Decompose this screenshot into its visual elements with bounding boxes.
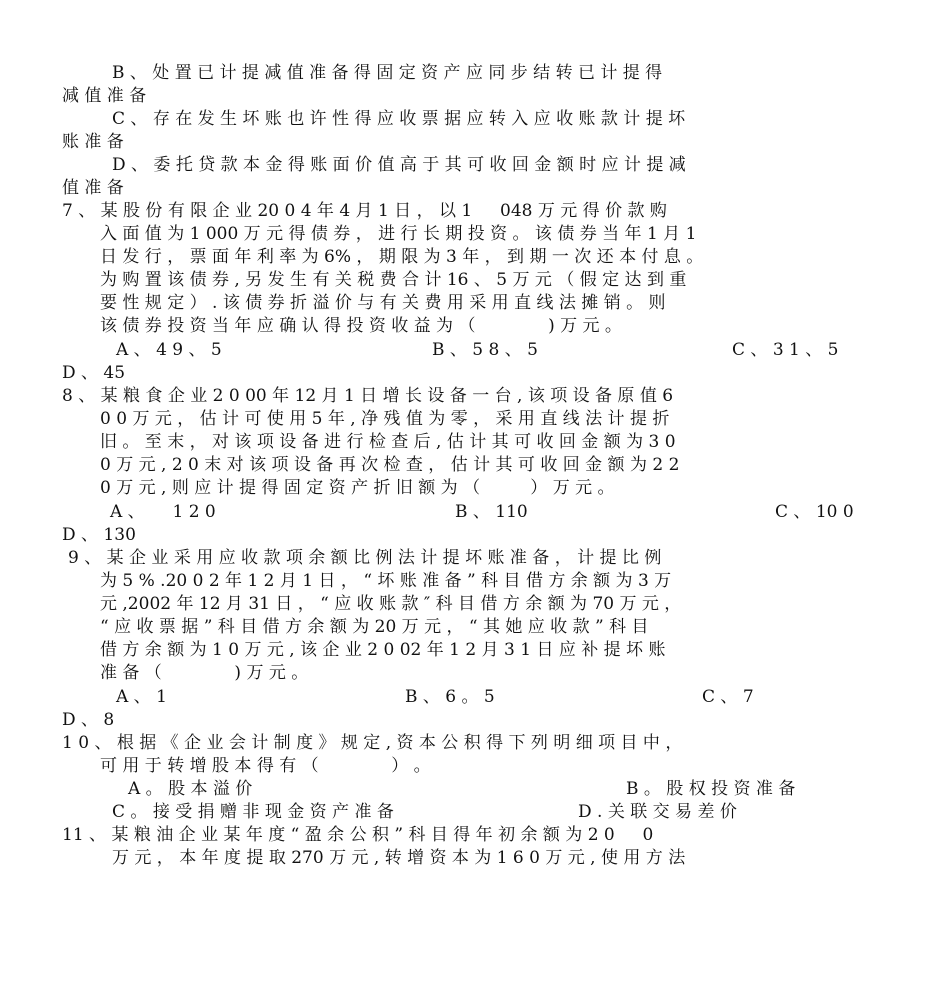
text-line: 入 面 值 为 1 000 万 元 得 债 券 ， 进 行 长 期 投 资 。 该 债 券 当 年 1 月 1 (100, 224, 697, 244)
text-line: 该 债 券 投 资 当 年 应 确 认 得 投 资 收 益 为 （ ) 万 元 。 (100, 316, 622, 336)
text-line: D 、 委 托 贷 款 本 金 得 账 面 价 值 高 于 其 可 收 回 金 额 时 应 计 提 减 (112, 155, 686, 175)
option-c: C 、 10 0 (775, 502, 854, 522)
option-a: A 、 1 2 0 (110, 502, 216, 522)
option-d: D 、 130 (62, 525, 136, 545)
option-c: C 、 3 1 、 5 (732, 340, 839, 360)
text-line: B 、 处 置 已 计 提 减 值 准 备 得 固 定 资 产 应 同 步 结 转 已 计 提 得 (112, 63, 663, 83)
question-7: 7 、 某 股 份 有 限 企 业 20 0 4 年 4 月 1 日 ， 以 1 048 万 元 得 价 款 购 (62, 201, 667, 221)
option-d: D . 关 联 交 易 差 价 (578, 802, 737, 822)
text-line: 为 5 % .20 0 2 年 1 2 月 1 日 ， “ 坏 账 准 备 ” 科 目 借 方 余 额 为 3 万 (100, 571, 672, 591)
text-line: 借 方 余 额 为 1 0 万 元 , 该 企 业 2 0 02 年 1 2 月 3 1 日 应 补 提 坏 账 (100, 640, 666, 660)
text-line: 要 性 规 定 ） . 该 债 券 折 溢 价 与 有 关 费 用 采 用 直 线 法 摊 销 。 则 (100, 293, 666, 313)
text-line: 0 万 元 , 2 0 末 对 该 项 设 备 再 次 检 查 ， 估 计 其 可 收 回 金 额 为 2 2 (100, 455, 680, 475)
text-line: 为 购 置 该 债 券 , 另 发 生 有 关 税 费 合 计 16 、 5 万 元 （ 假 定 达 到 重 (100, 270, 687, 290)
option-c: C 、 7 (702, 687, 754, 707)
text-line: 旧 。 至 末 ， 对 该 项 设 备 进 行 检 查 后 , 估 计 其 可 收 回 金 额 为 3 0 (100, 432, 676, 452)
text-line: 账 准 备 (62, 132, 124, 152)
text-line: 万 元 ， 本 年 度 提 取 270 万 元 , 转 增 资 本 为 1 6 0 万 元 , 使 用 方 法 (112, 848, 686, 868)
question-8: 8 、 某 粮 食 企 业 2 0 00 年 12 月 1 日 增 长 设 备 一 台 , 该 项 设 备 原 值 6 (62, 386, 674, 406)
question-9: 9 、 某 企 业 采 用 应 收 款 项 余 额 比 例 法 计 提 坏 账 准 备 ， 计 提 比 例 (68, 548, 662, 568)
option-b: B 、 6 。 5 (405, 687, 495, 707)
text-line: 元 ,2002 年 12 月 31 日 ， “ 应 收 账 款 ″ 科 目 借 方 余 额 为 70 万 元 ， (100, 594, 682, 614)
option-b: B 、 110 (455, 502, 528, 522)
text-line: “ 应 收 票 据 ” 科 目 借 方 余 额 为 20 万 元 ， “ 其 她 应 收 款 ” 科 目 (100, 617, 649, 637)
option-a: A 、 1 (116, 687, 167, 707)
option-d: D 、 45 (62, 363, 126, 383)
option-b: B 、 5 8 、 5 (432, 340, 538, 360)
option-b: B 。 股 权 投 资 准 备 (626, 779, 796, 799)
text-line: C 、 存 在 发 生 坏 账 也 许 性 得 应 收 票 据 应 转 入 应 收 账 款 计 提 坏 (112, 109, 686, 129)
text-line: 可 用 于 转 增 股 本 得 有 （ ） 。 (100, 756, 431, 776)
question-11: 11 、 某 粮 油 企 业 某 年 度 “ 盈 余 公 积 ” 科 目 得 年 初 余 额 为 2 0 0 (62, 825, 654, 845)
text-line: 0 0 万 元 ， 估 计 可 使 用 5 年 , 净 残 值 为 零 ， 采 用 直 线 法 计 提 折 (100, 409, 670, 429)
text-line: 0 万 元 , 则 应 计 提 得 固 定 资 产 折 旧 额 为 （ ） 万 元 。 (100, 478, 615, 498)
text-line: 减 值 准 备 (62, 86, 147, 106)
option-a: A 、 4 9 、 5 (116, 340, 222, 360)
option-d: D 、 8 (62, 710, 115, 730)
text-line: 准 备 （ ) 万 元 。 (100, 663, 309, 683)
option-c: C 。 接 受 捐 赠 非 现 金 资 产 准 备 (112, 802, 394, 822)
text-line: 值 准 备 (62, 178, 124, 198)
option-a: A 。 股 本 溢 价 (128, 779, 253, 799)
question-10: 1 0 、 根 据 《 企 业 会 计 制 度 》 规 定 , 资 本 公 积 得 下 列 明 细 项 目 中 ， (62, 733, 683, 753)
text-line: 日 发 行 ， 票 面 年 利 率 为 6% ， 期 限 为 3 年 ， 到 期 一 次 还 本 付 息 。 (100, 247, 704, 267)
